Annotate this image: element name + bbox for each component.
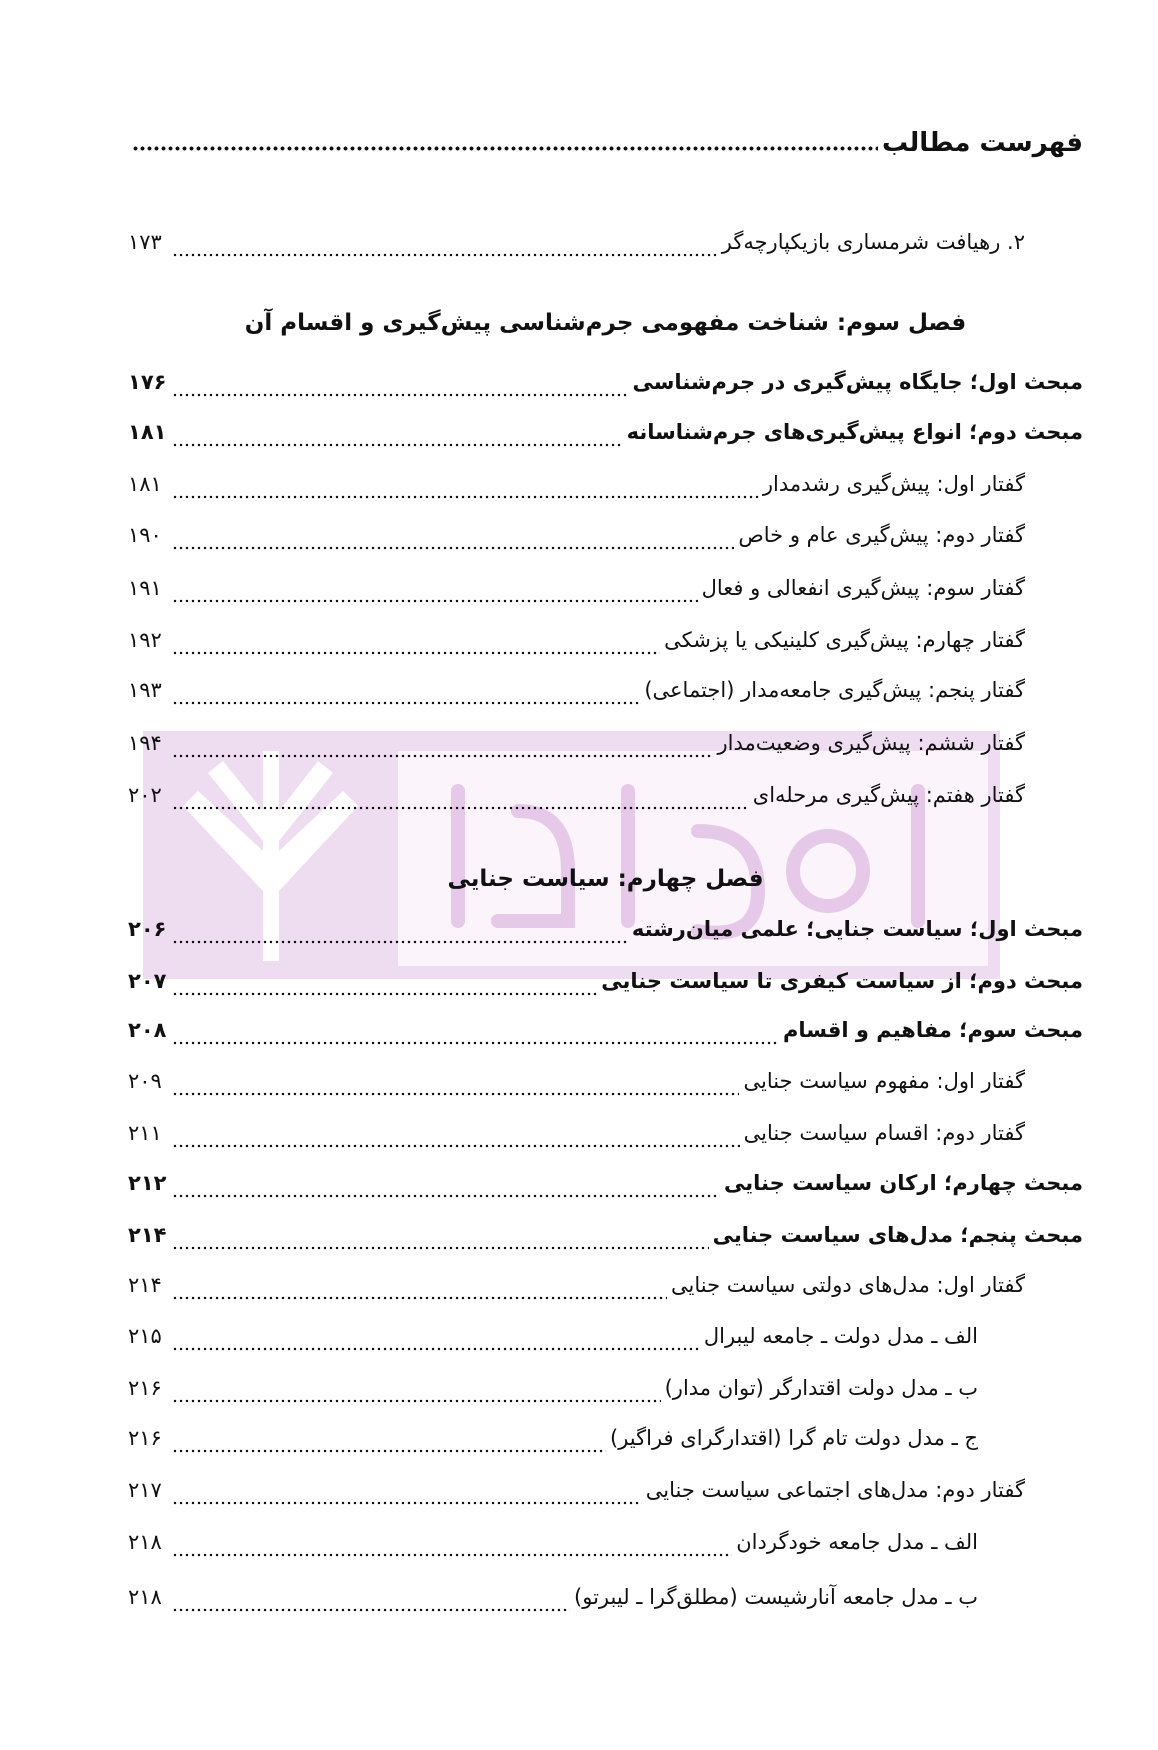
toc-entry-title: الف ـ مدل دولت ـ جامعه لیبرال: [703, 1324, 978, 1348]
toc-entry[interactable]: [128, 1171, 1083, 1205]
toc-page-number: ۲۱۶: [128, 1426, 162, 1450]
toc-entry[interactable]: [128, 230, 1025, 264]
dot-leader: [172, 1449, 606, 1453]
toc-page-number: ۲۰۷: [128, 969, 167, 993]
toc-entry[interactable]: [128, 1478, 1025, 1512]
dot-leader: [172, 1246, 709, 1250]
toc-page-number: ۱۸۱: [128, 420, 167, 444]
toc-entry[interactable]: [128, 576, 1025, 610]
toc-page-number: ۲۱۲: [128, 1171, 167, 1195]
toc-entry[interactable]: [128, 917, 1083, 951]
toc-page-number: ۱۹۴: [128, 731, 162, 755]
toc-entry[interactable]: [128, 1585, 978, 1619]
toc-entry[interactable]: [128, 731, 1025, 765]
toc-page-number: ۱۹۳: [128, 678, 162, 702]
toc-page-number: ۲۱۸: [128, 1585, 162, 1609]
toc-page-number: ۲۱۵: [128, 1324, 162, 1348]
dot-leader: [172, 495, 759, 499]
dot-leader: [172, 1144, 740, 1148]
dot-leader: [172, 1553, 732, 1557]
toc-entry-title: ب ـ مدل دولت اقتدارگر (توان مدار): [664, 1376, 978, 1400]
toc-entry-title: مبحث پنجم؛ مدل‌های سیاست جنایی: [712, 1223, 1083, 1247]
header-dot-leader: [132, 146, 878, 151]
dot-leader: [172, 806, 749, 810]
toc-page-number: ۲۱۴: [128, 1223, 167, 1247]
toc-page-number: ۱۹۲: [128, 628, 162, 652]
toc-entry-title: ج ـ مدل دولت تام گرا (اقتدارگرای فراگیر): [610, 1426, 978, 1450]
toc-page-number: ۲۱۶: [128, 1376, 162, 1400]
toc-entry-title: گفتار اول: پیش‌گیری رشدمدار: [762, 472, 1025, 496]
dot-leader: [172, 1399, 661, 1403]
dot-leader: [172, 1501, 642, 1505]
dot-leader: [172, 651, 660, 655]
toc-page-number: ۲۰۸: [128, 1018, 167, 1042]
toc-entry[interactable]: [128, 1273, 1025, 1307]
toc-entry[interactable]: [128, 370, 1083, 404]
toc-entry[interactable]: [128, 628, 1025, 662]
toc-entry-title: گفتار اول: مفهوم سیاست جنایی: [743, 1069, 1025, 1093]
toc-page-number: ۲۱۷: [128, 1478, 162, 1502]
toc-page-number: ۱۷۳: [128, 230, 162, 254]
toc-entry[interactable]: [128, 1324, 978, 1358]
toc-page-number: ۱۸۱: [128, 472, 162, 496]
dot-leader: [172, 940, 628, 944]
toc-entry-title: مبحث دوم؛ از سیاست کیفری تا سیاست جنایی: [601, 969, 1083, 993]
dot-leader: [172, 701, 640, 705]
dot-leader: [172, 546, 734, 550]
dot-leader: [172, 443, 623, 447]
chapter-heading: فصل سوم: شناخت مفهومی جرم‌شناسی پیش‌گیری و اقسام آن: [244, 310, 967, 336]
toc-page-number: ۲۰۲: [128, 783, 162, 807]
toc-entry-title: گفتار ششم: پیش‌گیری وضعیت‌مدار: [717, 731, 1025, 755]
dot-leader: [172, 992, 597, 996]
toc-page-number: ۱۷۶: [128, 370, 167, 394]
dot-leader: [172, 1092, 739, 1096]
toc-entry[interactable]: [128, 472, 1025, 506]
toc-entry-title: گفتار دوم: مدل‌های اجتماعی سیاست جنایی: [645, 1478, 1025, 1502]
toc-entry-title: گفتار اول: مدل‌های دولتی سیاست جنایی: [671, 1273, 1025, 1297]
chapter-heading: فصل چهارم: سیاست جنایی: [447, 866, 764, 892]
toc-entry[interactable]: [128, 1018, 1083, 1052]
toc-entry[interactable]: [128, 1069, 1025, 1103]
page-header: [128, 128, 1083, 158]
toc-entry[interactable]: [128, 523, 1025, 557]
toc-page-number: ۱۹۰: [128, 523, 162, 547]
dot-leader: [172, 1347, 700, 1351]
toc-entry-title: گفتار چهارم: پیش‌گیری کلینیکی یا پزشکی: [664, 628, 1025, 652]
toc-entry[interactable]: [128, 1530, 978, 1564]
toc-entry-title: ۲. رهیافت شرمساری بازیکپارچه‌گر: [721, 230, 1025, 254]
toc-entry-title: گفتار پنجم: پیش‌گیری جامعه‌مدار (اجتماعی): [644, 678, 1025, 702]
toc-entry[interactable]: [128, 420, 1083, 454]
toc-entry-title: گفتار دوم: پیش‌گیری عام و خاص: [738, 523, 1025, 547]
toc-entry-title: گفتار سوم: پیش‌گیری انفعالی و فعال: [701, 576, 1025, 600]
toc-page-number: ۲۰۶: [128, 917, 167, 941]
toc-entry-title: مبحث اول؛ سیاست جنایی؛ علمی میان‌رشته: [631, 917, 1083, 941]
toc-entry[interactable]: [128, 1121, 1025, 1155]
dot-leader: [172, 754, 713, 758]
dot-leader: [172, 1608, 570, 1612]
dot-leader: [172, 1296, 667, 1300]
page-title: فهرست مطالب: [882, 128, 1083, 158]
toc-entry[interactable]: [128, 1376, 978, 1410]
toc-entry-title: مبحث چهارم؛ ارکان سیاست جنایی: [724, 1171, 1083, 1195]
toc-page-number: ۲۰۹: [128, 1069, 162, 1093]
toc-entry-title: مبحث سوم؛ مفاهیم و اقسام: [782, 1018, 1083, 1042]
toc-entry[interactable]: [128, 1426, 978, 1460]
toc-entry-title: مبحث اول؛ جایگاه پیش‌گیری در جرم‌شناسی: [632, 370, 1083, 394]
toc-page-number: ۲۱۴: [128, 1273, 162, 1297]
dot-leader: [172, 253, 718, 257]
toc-page-number: ۱۹۱: [128, 576, 162, 600]
dot-leader: [172, 393, 629, 397]
toc-entry[interactable]: [128, 1223, 1083, 1257]
toc-page-number: ۲۱۱: [128, 1121, 162, 1145]
dot-leader: [172, 1041, 779, 1045]
toc-entry-title: الف ـ مدل جامعه خودگردان: [736, 1530, 978, 1554]
dot-leader: [172, 599, 698, 603]
toc-page-number: ۲۱۸: [128, 1530, 162, 1554]
toc-entry-title: گفتار هفتم: پیش‌گیری مرحله‌ای: [752, 783, 1025, 807]
toc-entry[interactable]: [128, 969, 1083, 1003]
toc-entry-title: گفتار دوم: اقسام سیاست جنایی: [743, 1121, 1025, 1145]
toc-entry-title: مبحث دوم؛ انواع پیش‌گیری‌های جرم‌شناسانه: [626, 420, 1083, 444]
toc-entry[interactable]: [128, 678, 1025, 712]
toc-entry-title: ب ـ مدل جامعه آنارشیست (مطلق‌گرا ـ لیبرتو): [574, 1585, 978, 1609]
toc-entry[interactable]: [128, 783, 1025, 817]
dot-leader: [172, 1194, 720, 1198]
